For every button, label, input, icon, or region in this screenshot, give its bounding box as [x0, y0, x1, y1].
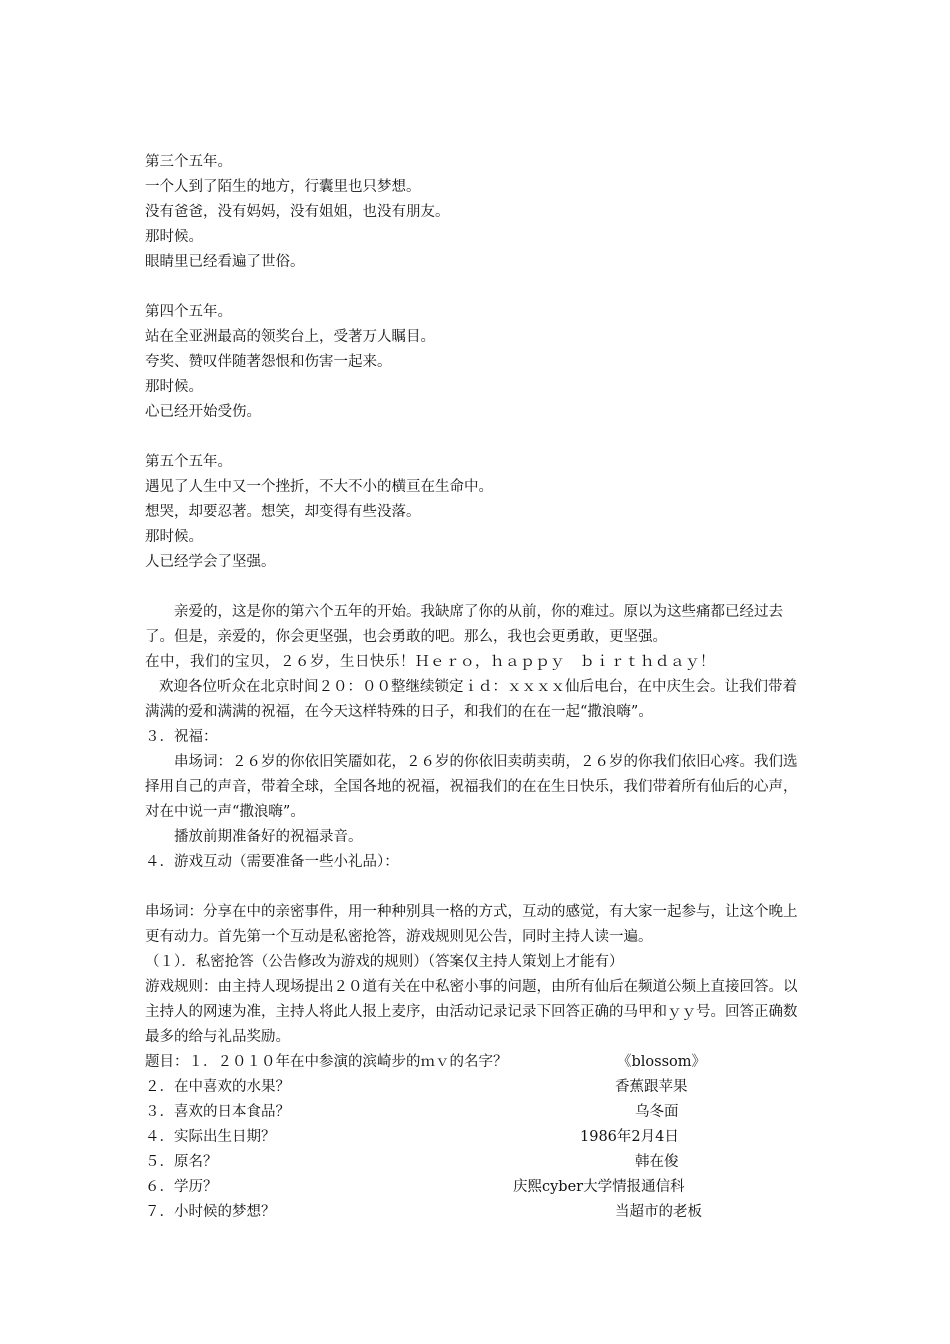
section-fifth-five-years [145, 450, 810, 575]
section-third-five-years [145, 150, 810, 275]
quiz-item [145, 1175, 810, 1200]
quiz-answer: 《blossom》 [617, 1054, 707, 1070]
quiz-question: ５．原名？ [145, 1154, 218, 1170]
quiz-answer: 1986年2月4日 [580, 1129, 679, 1145]
heading-private-quiz: （１）．私密抢答（公告修改为游戏的规则）（答案仅主持人策划上才能有） [145, 954, 624, 970]
text-line: 心已经开始受伤。 [145, 404, 261, 420]
text-line: 没有爸爸，没有妈妈，没有姐姐，也没有朋友。 [145, 204, 450, 220]
text-line: 那时候。 [145, 529, 203, 545]
paragraph-welcome: 欢迎各位听众在北京时间２０：００整继续锁定ｉｄ：ｘｘｘｘ仙后电台，在中庆生会。让我们带着满满的爱和满满的祝福，在今天这样特殊的日子，和我们的在在一起“撒浪嗨”。 [145, 679, 797, 720]
quiz-answer: 当超市的老板 [615, 1204, 702, 1220]
quiz-item [145, 1200, 810, 1225]
heading-blessing: ３．祝福： [145, 729, 218, 745]
text-line: 夸奖、赞叹伴随著怨恨和伤害一起来。 [145, 354, 392, 370]
heading-game-interaction: ４．游戏互动（需要准备一些小礼品）： [145, 854, 399, 870]
paragraph-birthday: 在中，我们的宝贝，２６岁，生日快乐！Ｈｅｒｏ，ｈａｐｐｙ ｂｉｒｔｈｄａｙ！ [145, 654, 715, 670]
quiz-item [145, 1150, 810, 1175]
quiz-question: 题目：１．２０１０年在中参演的滨崎步的ｍｖ的名字？ [145, 1054, 508, 1070]
quiz-question: ６．学历？ [145, 1179, 218, 1195]
text-line: 人已经学会了坚强。 [145, 554, 276, 570]
text-line: 站在全亚洲最高的领奖台上，受著万人瞩目。 [145, 329, 435, 345]
document-page [145, 150, 810, 1225]
paragraph-dear: 亲爱的，这是你的第六个五年的开始。我缺席了你的从前，你的难过。原以为这些痛都已经过去了。但是，亲爱的，你会更坚强，也会勇敢的吧。那么，我也会更勇敢，更坚强。 [145, 604, 783, 645]
quiz-answer: 香蕉跟苹果 [615, 1079, 688, 1095]
quiz-answer: 庆熙cyber大学情报通信科 [513, 1179, 685, 1195]
section-fourth-five-years [145, 300, 810, 425]
quiz-question: ２．在中喜欢的水果？ [145, 1079, 290, 1095]
blank-line [145, 425, 810, 450]
quiz-list [145, 1050, 810, 1225]
quiz-item [145, 1125, 810, 1150]
paragraph-host-lines: 串场词：２６岁的你依旧笑靥如花，２６岁的你依旧卖萌卖萌，２６岁的你我们依旧心疼。我们选择用自己的声音，带着全球，全国各地的祝福，祝福我们的在在生日快乐，我们带着所有仙后的心声，对在中说一声“撒浪嗨”。 [145, 754, 798, 820]
section-heading: 第三个五年。 [145, 154, 232, 170]
blank-line [145, 575, 810, 600]
blank-line [145, 875, 810, 900]
quiz-answer: 乌冬面 [635, 1104, 679, 1120]
text-line: 眼睛里已经看遍了世俗。 [145, 254, 305, 270]
text-line: 那时候。 [145, 379, 203, 395]
section-heading: 第五个五年。 [145, 454, 232, 470]
quiz-item [145, 1050, 810, 1075]
paragraph-play-recording: 播放前期准备好的祝福录音。 [174, 829, 363, 845]
quiz-item [145, 1100, 810, 1125]
quiz-item [145, 1075, 810, 1100]
text-line: 遇见了人生中又一个挫折，不大不小的横亘在生命中。 [145, 479, 493, 495]
quiz-answer: 韩在俊 [635, 1154, 679, 1170]
quiz-question: ７．小时候的梦想？ [145, 1204, 276, 1220]
quiz-question: ４．实际出生日期？ [145, 1129, 276, 1145]
paragraph-game-rules: 游戏规则：由主持人现场提出２０道有关在中私密小事的问题，由所有仙后在频道公频上直接回答。以主持人的网速为准，主持人将此人报上麦序，由活动记录记录下回答正确的马甲和ｙｙ号。回答正确数最多的给与礼品奖励。 [145, 979, 798, 1045]
text-line: 一个人到了陌生的地方，行囊里也只梦想。 [145, 179, 421, 195]
quiz-question: ３．喜欢的日本食品？ [145, 1104, 290, 1120]
paragraph-game-intro: 串场词：分享在中的亲密事件，用一种种别具一格的方式，互动的感觉，有大家一起参与，让这个晚上更有动力。首先第一个互动是私密抢答，游戏规则见公告，同时主持人读一遍。 [145, 904, 798, 945]
blank-line [145, 275, 810, 300]
text-line: 想哭，却要忍著。想笑，却变得有些没落。 [145, 504, 421, 520]
text-line: 那时候。 [145, 229, 203, 245]
section-heading: 第四个五年。 [145, 304, 232, 320]
